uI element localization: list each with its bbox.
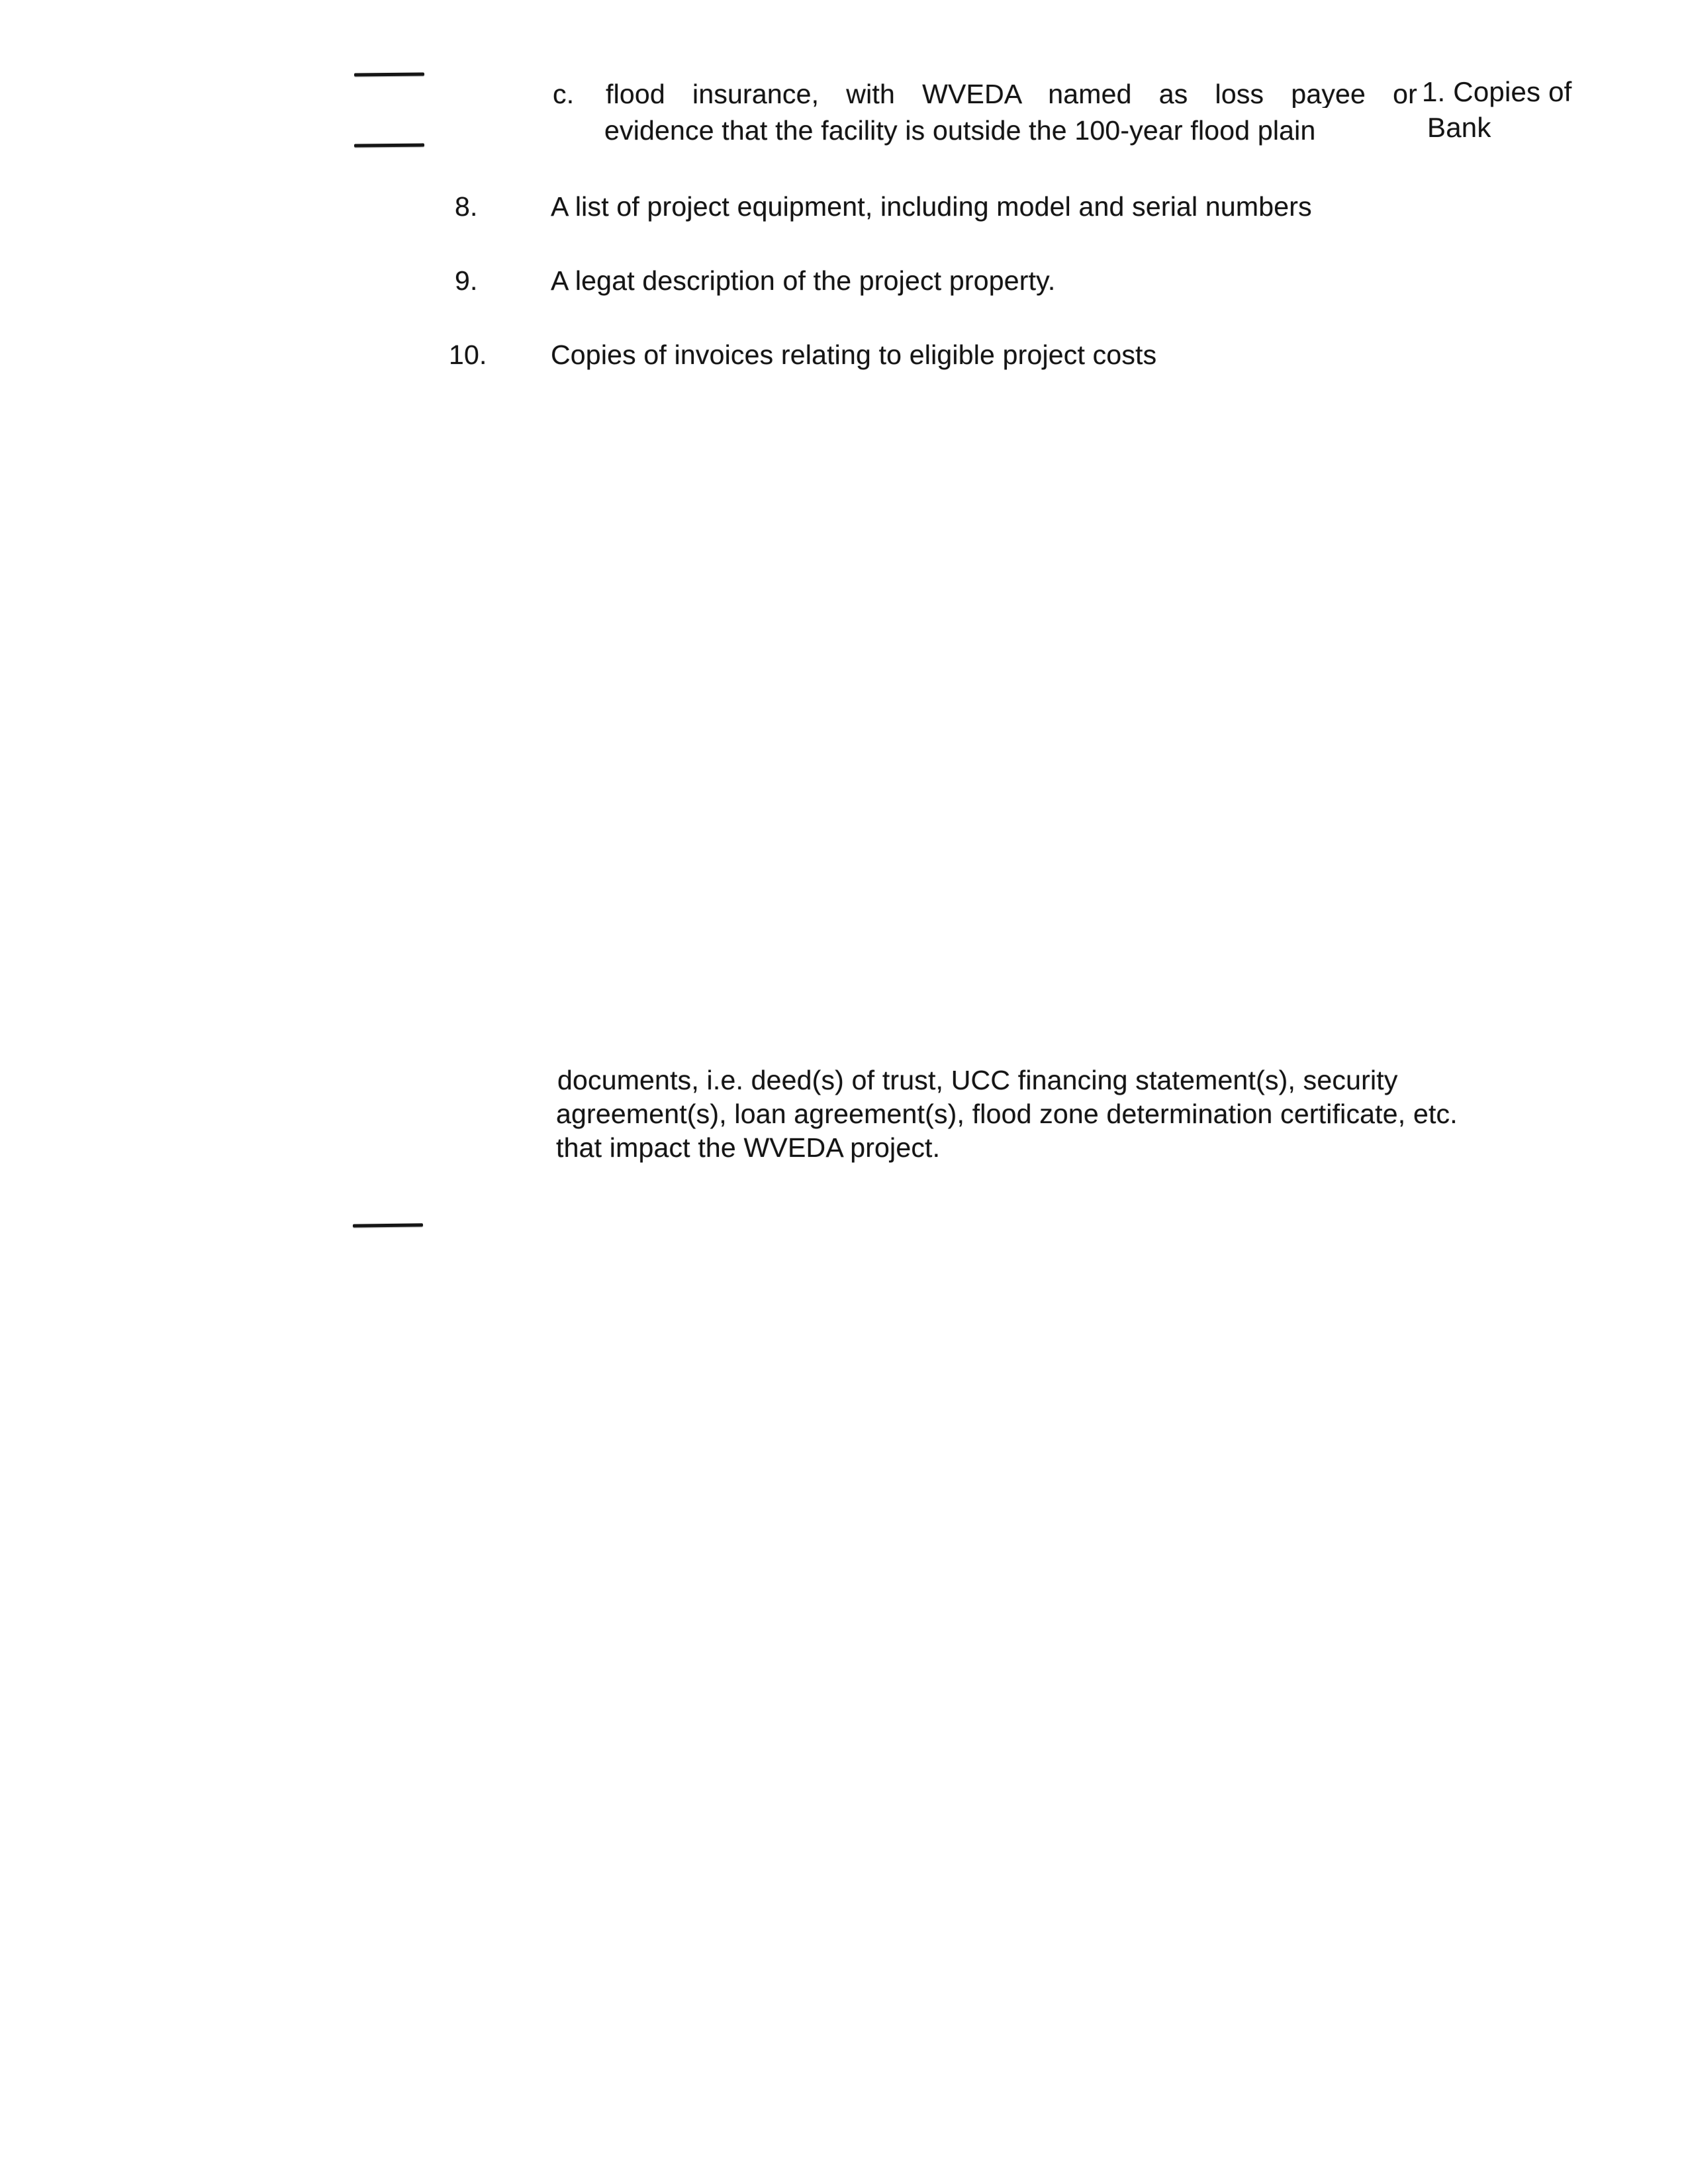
paragraph-line3: that impact the WVEDA project. bbox=[556, 1132, 941, 1163]
list-item-9-number: 9. bbox=[455, 265, 478, 296]
item-c-label: c. bbox=[553, 79, 575, 109]
list-item-8-number: 8. bbox=[455, 191, 478, 222]
list-item-8-text: A list of project equipment, including model and serial numbers bbox=[551, 191, 1312, 222]
paragraph-line1: documents, i.e. deed(s) of trust, UCC financing statement(s), security bbox=[557, 1065, 1398, 1095]
list-item-10-number: 10. bbox=[449, 340, 487, 370]
paragraph-line2: agreement(s), loan agreement(s), flood zone determination certificate, etc. bbox=[556, 1099, 1458, 1129]
margin-dash-top-2 bbox=[354, 144, 424, 148]
item-c-line2: evidence that the facility is outside the 100-year flood plain bbox=[604, 115, 1316, 146]
overlay-note-line1: 1. Copies of bbox=[1422, 76, 1572, 107]
overlay-note-line2: Bank bbox=[1427, 112, 1491, 143]
item-c-line1: flood insurance, with WVEDA named as loss payee or bbox=[606, 81, 1417, 108]
list-item-9-text: A legat description of the project property. bbox=[551, 265, 1056, 296]
margin-dash-top-1 bbox=[354, 72, 424, 76]
list-item-10-text: Copies of invoices relating to eligible project costs bbox=[551, 340, 1157, 370]
margin-dash-bottom bbox=[353, 1223, 423, 1227]
